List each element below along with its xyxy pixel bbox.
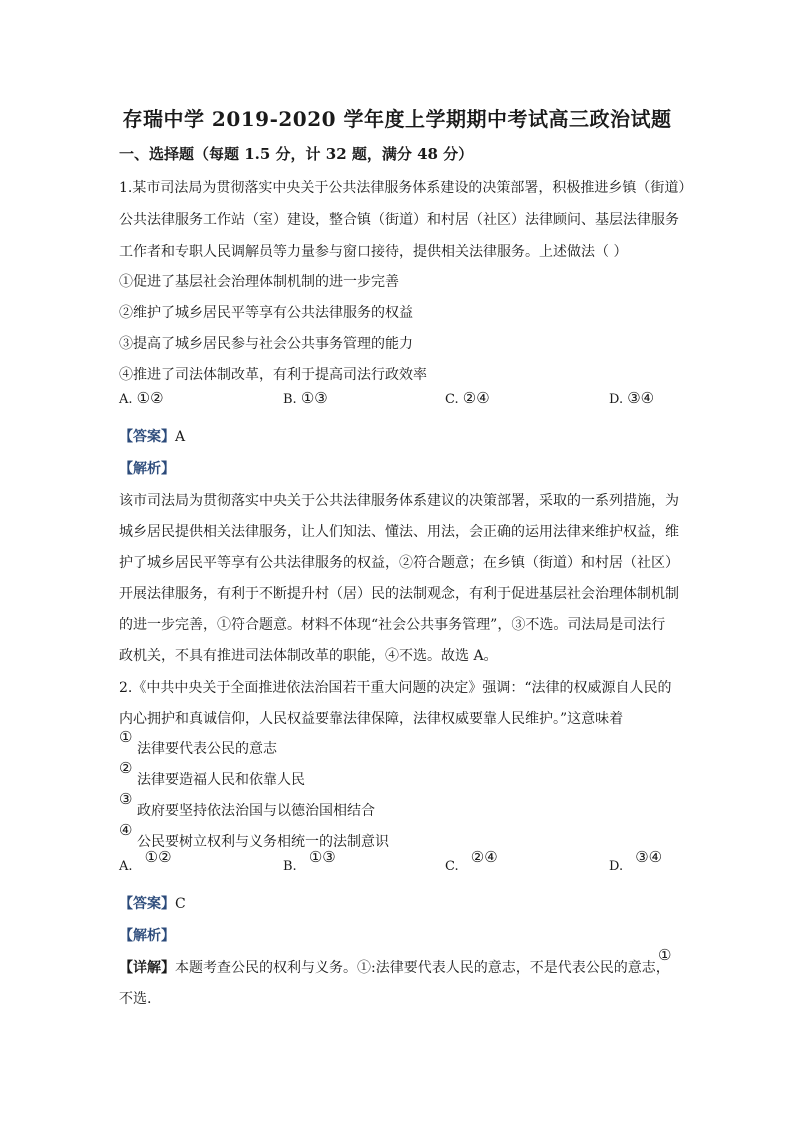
q2-option-c bbox=[445, 848, 498, 874]
q2-item-text: 政府要坚持依法治国与以德治国相结合 bbox=[137, 803, 375, 819]
q2-option-a bbox=[119, 848, 172, 874]
answer-value: C bbox=[175, 896, 186, 912]
q2-detail bbox=[119, 957, 670, 977]
detail-text: 本题考查公民的权利与义务。①:法律要代表人民的意志，不是代表公民的意志， bbox=[175, 960, 670, 976]
q1-option-c bbox=[445, 389, 490, 407]
q1-item: ①促进了基层社会治理体制机制的进一步完善 bbox=[119, 274, 399, 290]
page-title: 存瑞中学 2019-2020 学年度上学期期中考试高三政治试题 bbox=[122, 107, 672, 131]
answer-label: 【答案】 bbox=[119, 896, 175, 912]
option-value: ①③ bbox=[308, 848, 336, 866]
option-letter: C. bbox=[445, 392, 459, 407]
q2-option-b bbox=[283, 848, 336, 874]
q2-stem-line: 内心拥护和真诚信仰，人民权益要靠法律保障，法律权威要靠人民维护。”这意味着 bbox=[119, 711, 624, 727]
q1-option-d bbox=[609, 389, 654, 407]
q2-item-mark: ③ bbox=[119, 790, 133, 808]
q2-answer bbox=[119, 893, 186, 913]
q1-answer bbox=[119, 426, 185, 446]
q2-detail-end: 不选. bbox=[119, 991, 152, 1007]
q2-item-mark: ④ bbox=[119, 821, 133, 839]
option-value: ①② bbox=[136, 389, 164, 407]
q1-stem-line: 工作者和专职人民调解员等力量参与窗口接待，提供相关法律服务。上述做法（ ） bbox=[119, 244, 628, 260]
option-value: ③④ bbox=[627, 389, 655, 407]
q1-analysis-line: 城乡居民提供相关法律服务，让人们知法、懂法、用法，会正确的运用法律来维护权益，维 bbox=[119, 524, 679, 540]
q1-item: ②维护了城乡居民平等享有公共法律服务的权益 bbox=[119, 305, 413, 321]
option-letter: C. bbox=[445, 859, 459, 874]
q1-option-b bbox=[283, 389, 328, 407]
option-letter: D. bbox=[609, 392, 624, 407]
option-value: ①③ bbox=[300, 389, 328, 407]
q2-item-mark: ① bbox=[119, 728, 133, 746]
q1-analysis-line: 开展法律服务，有利于不断提升村（居）民的法制观念，有利于促进基层社会治理体制机制 bbox=[119, 586, 679, 602]
option-letter: B. bbox=[283, 392, 297, 407]
q2-item-text: 法律要造福人民和依靠人民 bbox=[137, 772, 305, 788]
answer-value: A bbox=[175, 429, 186, 445]
option-letter: D. bbox=[609, 859, 624, 874]
q2-item-text: 法律要代表公民的意志 bbox=[137, 741, 277, 757]
section-heading: 一、选择题（每题 1.5 分，计 32 题，满分 48 分） bbox=[119, 145, 474, 163]
option-letter: B. bbox=[283, 859, 297, 874]
option-value: ②④ bbox=[470, 848, 498, 866]
q1-analysis-line: 护了城乡居民平等享有公共法律服务的权益，②符合题意；在乡镇（街道）和村居（社区） bbox=[119, 555, 679, 571]
q1-stem-line: 1.某市司法局为贯彻落实中央关于公共法律服务体系建设的决策部署，积极推进乡镇（街道） bbox=[119, 180, 693, 196]
option-value: ②④ bbox=[462, 389, 490, 407]
q1-analysis-label: 【解析】 bbox=[119, 461, 175, 477]
q1-stem-line: 公共法律服务工作站（室）建设，整合镇（街道）和村居（社区）法律顾问、基层法律服务 bbox=[119, 212, 679, 228]
q2-item-mark: ② bbox=[119, 759, 133, 777]
option-value: ①② bbox=[144, 848, 172, 866]
option-letter: A. bbox=[119, 859, 133, 874]
q2-detail-mark: ① bbox=[658, 946, 672, 964]
q1-analysis-line: 该市司法局为贯彻落实中央关于公共法律服务体系建议的决策部署，采取的一系列措施，为 bbox=[119, 493, 679, 509]
answer-label: 【答案】 bbox=[119, 429, 175, 445]
detail-label: 【详解】 bbox=[119, 960, 175, 976]
q1-item: ③提高了城乡居民参与社会公共事务管理的能力 bbox=[119, 336, 413, 352]
option-letter: A. bbox=[119, 392, 133, 407]
q2-stem-line: 2.《中共中央关于全面推进依法治国若干重大问题的决定》强调：“法律的权威源自人民的 bbox=[119, 680, 672, 696]
q1-analysis-line: 的进一步完善，①符合题意。材料不体现“社会公共事务管理”，③不选。司法局是司法行 bbox=[119, 617, 666, 633]
q2-analysis-label: 【解析】 bbox=[119, 928, 175, 944]
option-value: ③④ bbox=[635, 848, 663, 866]
q1-item: ④推进了司法体制改革，有利于提高司法行政效率 bbox=[119, 367, 427, 383]
q2-option-d bbox=[609, 848, 663, 874]
q1-option-a bbox=[119, 389, 164, 407]
q1-analysis-line: 政机关，不具有推进司法体制改革的职能，④不选。故选 A。 bbox=[119, 648, 498, 664]
q2-item-text: 公民要树立权利与义务相统一的法制意识 bbox=[137, 834, 389, 850]
